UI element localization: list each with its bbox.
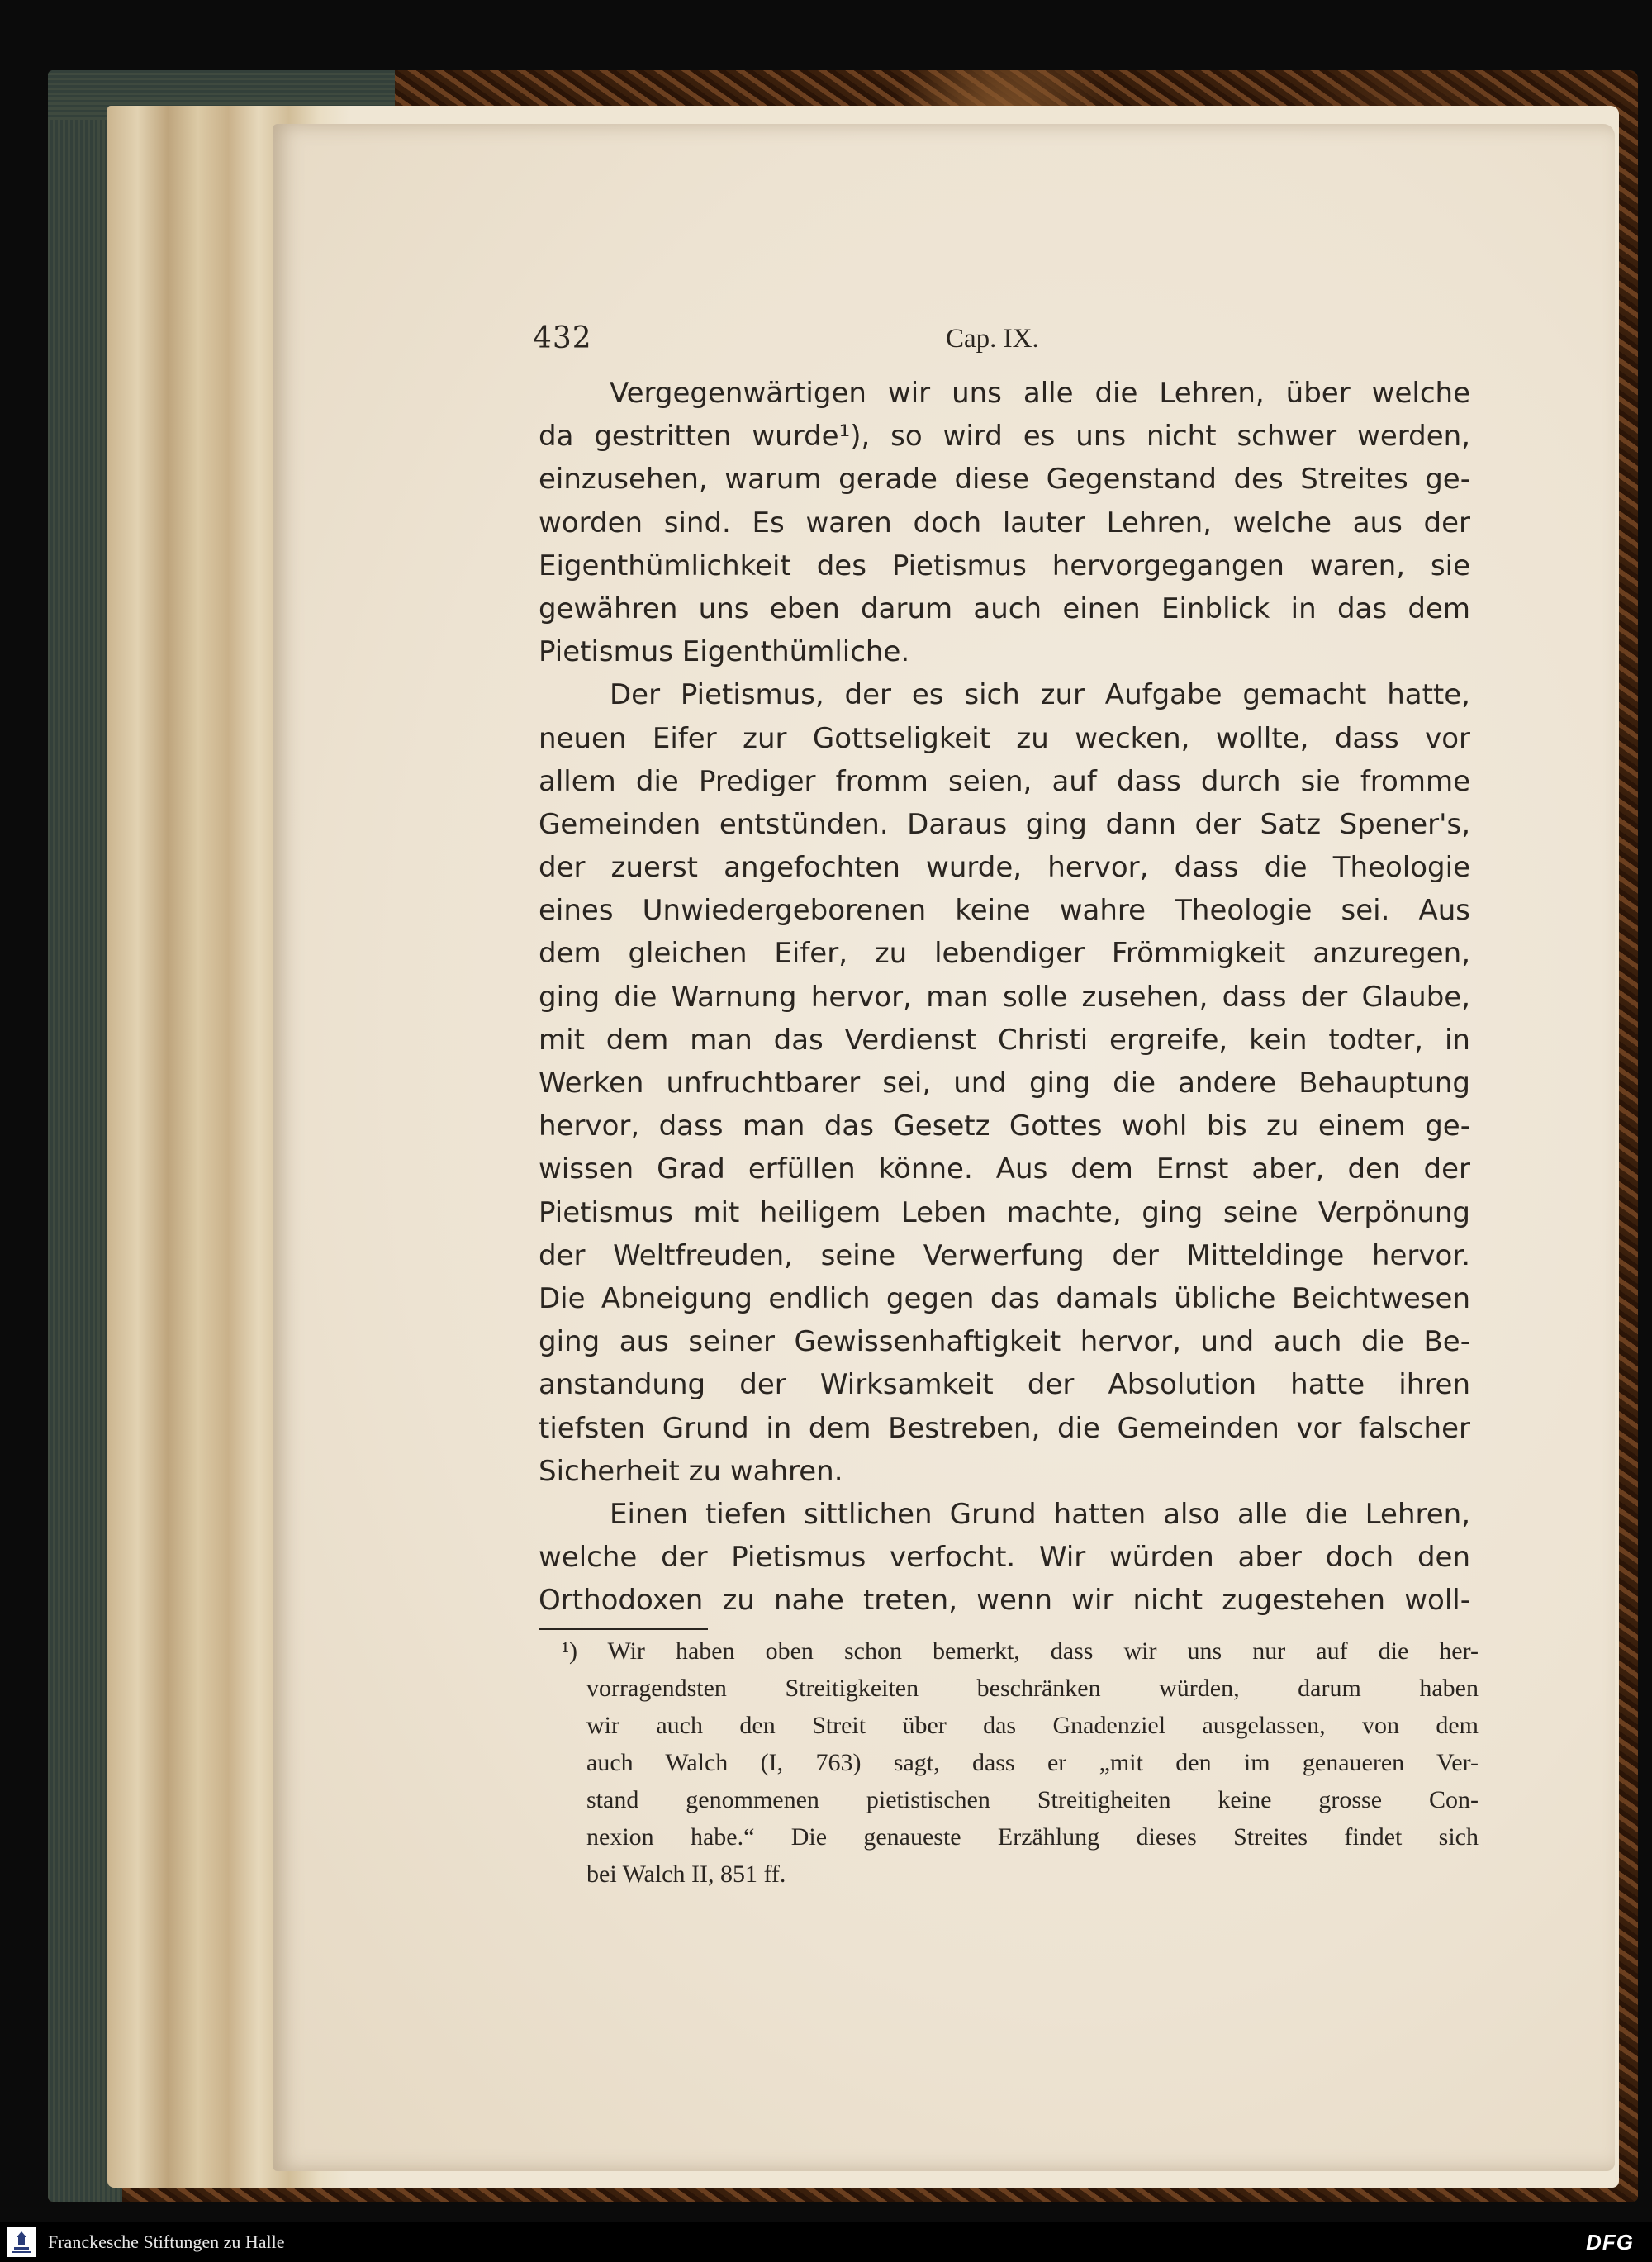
body-line: Eigenthümlichkeit des Pietismus hervorgegangen waren, sie [539, 549, 1470, 582]
body-line: worden sind. Es waren doch lauter Lehren, welche aus der [539, 506, 1470, 539]
body-line: einzusehen, warum gerade diese Gegenstand des Streites ge- [539, 463, 1470, 497]
body-line: Sicherheit zu wahren. [539, 1454, 843, 1488]
body-line: Orthodoxen zu nahe treten, wenn wir nicht zugestehen woll- [539, 1584, 1470, 1618]
body-line: Werken unfruchtbarer sei, und ging die andere Behauptung [539, 1067, 1470, 1100]
body-line: Der Pietismus, der es sich zur Aufgabe gemacht hatte, [610, 678, 1470, 712]
body-text [539, 372, 1470, 1622]
footnote-rule [539, 1628, 708, 1630]
institution-seal-icon [7, 2227, 36, 2257]
footer-bar [0, 2222, 1652, 2262]
body-line: anstandung der Wirksamkeit der Absolution hatte ihren [539, 1368, 1470, 1402]
body-line: welche der Pietismus verfocht. Wir würden aber doch den [539, 1541, 1470, 1575]
page-header [533, 314, 1474, 364]
body-line: Vergegenwärtigen wir uns alle die Lehren, über welche [610, 377, 1470, 410]
body-line: eines Unwiedergeborenen keine wahre Theologie sei. Aus [539, 894, 1470, 928]
footnote-line: ¹) Wir haben oben schon bemerkt, dass wir uns nur auf die her- [562, 1637, 1479, 1665]
body-line: hervor, dass man das Gesetz Gottes wohl bis zu einem ge- [539, 1110, 1470, 1143]
footnote-line: stand genommenen pietistischen Streitigheiten keine grosse Con- [586, 1786, 1479, 1813]
body-line: Die Abneigung endlich gegen das damals übliche Beichtwesen [539, 1281, 1470, 1315]
footnote-line: vorragendsten Streitigkeiten beschränken würden, darum haben [586, 1675, 1479, 1702]
footnote-line: wir auch den Streit über das Gnadenziel ausgelassen, von dem [586, 1712, 1479, 1739]
body-line: Gemeinden entstünden. Daraus ging dann der Satz Spener's, [539, 807, 1470, 841]
body-line: Pietismus mit heiligem Leben machte, ging seine Verpönung [539, 1195, 1470, 1229]
body-line: dem gleichen Eifer, zu lebendiger Frömmigkeit anzuregen, [539, 937, 1470, 971]
body-line: Einen tiefen sittlichen Grund hatten also alle die Lehren, [610, 1497, 1470, 1531]
body-line: tiefsten Grund in dem Bestreben, die Gemeinden vor falscher [539, 1411, 1470, 1445]
body-line: der Weltfreuden, seine Verwerfung der Mitteldinge hervor. [539, 1238, 1470, 1272]
body-line: gewähren uns eben darum auch einen Einblick in das dem [539, 592, 1470, 625]
footnote-line: auch Walch (I, 763) sagt, dass er „mit den im genaueren Ver- [586, 1749, 1479, 1776]
body-line: Pietismus Eigenthümliche. [539, 635, 910, 669]
footnote-line: nexion habe.“ Die genaueste Erzählung dieses Streites findet sich [586, 1823, 1479, 1851]
body-line: da gestritten wurde¹), so wird es uns nicht schwer werden, [539, 420, 1470, 454]
body-line: allem die Prediger fromm seien, auf dass durch sie fromme [539, 764, 1470, 798]
dfg-logo: DFG [1586, 2230, 1634, 2255]
page-number: 432 [533, 321, 592, 355]
body-line: ging die Warnung hervor, man solle zusehen, dass der Glaube, [539, 980, 1470, 1014]
body-line: neuen Eifer zur Gottseligkeit zu wecken, wollte, dass vor [539, 721, 1470, 755]
body-line: ging aus seiner Gewissenhaftigkeit hervor, und auch die Be- [539, 1325, 1470, 1359]
body-line: der zuerst angefochten wurde, hervor, dass die Theologie [539, 851, 1470, 885]
body-line: wissen Grad erfüllen könne. Aus dem Ernst aber, den der [539, 1152, 1470, 1186]
body-line: mit dem man das Verdienst Christi ergreife, kein todter, in [539, 1023, 1470, 1057]
running-head: Cap. IX. [946, 324, 1039, 354]
institution-name: Franckesche Stiftungen zu Halle [48, 2231, 285, 2252]
footnote-line: bei Walch II, 851 ff. [586, 1860, 786, 1888]
footnote [562, 1632, 1479, 1893]
